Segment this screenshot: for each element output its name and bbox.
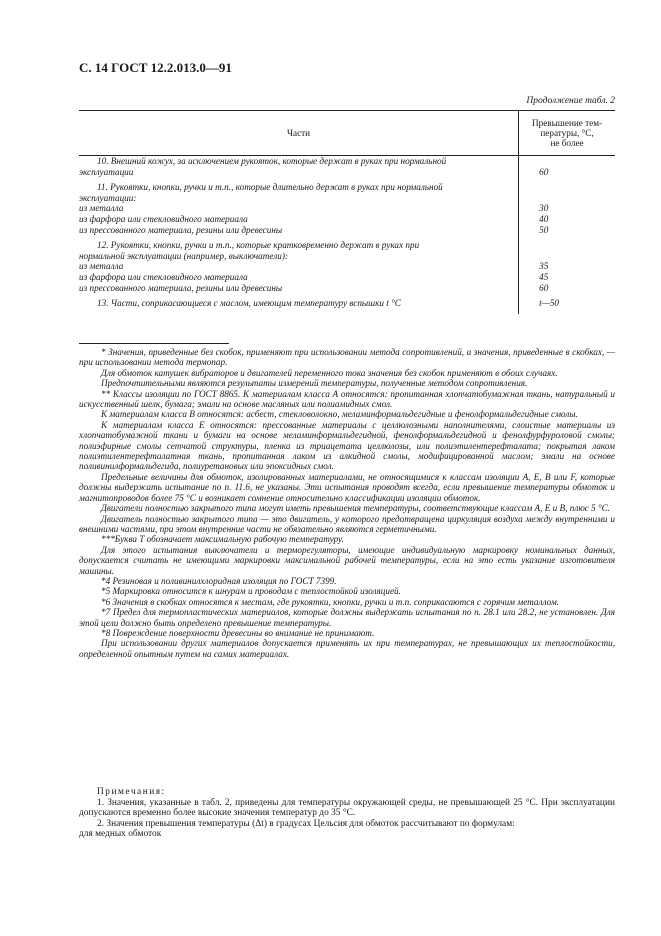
row-value <box>519 182 615 193</box>
footnote: При использовании других материалов допускается применять их при температурах, не превышающих их теплостойкости, определенной опытным путем на самих материалах. <box>79 638 615 659</box>
remark-item: 2. Значения превышения температуры (Δt) в градусах Цельсия для обмоток рассчитывают по формулам: <box>97 818 515 829</box>
row-value: 45 <box>519 272 615 283</box>
footnote: Для этого испытания выключатели и терморегуляторы, имеющие индивидуальную маркировку номинальных данных, допускается считать не имеющими маркировки максимальной рабочей температуры, если на это есть указание изготовителя машины. <box>79 544 615 576</box>
row-text: из металла <box>79 203 124 214</box>
footnote: *6 Значения в скобках относятся к местам, где рукоятки, кнопки, ручки и т.п. соприкасаются с горячим металлом. <box>101 596 560 607</box>
footnote-divider <box>79 343 229 344</box>
row-text: 11. Рукоятки, кнопки, ручки и т.п., которые длительно держат в руках при нормальной <box>97 182 443 193</box>
footnote: *5 Маркировка относится к шнурам и проводам с теплостойкой изоляцией. <box>101 586 401 597</box>
row-text: из фарфора или стекловидного материала <box>79 213 248 224</box>
column-header-value-line: пературы, °С, <box>540 128 594 138</box>
footnote: *8 Повреждение поверхности древесины во внимание не принимают. <box>101 627 375 638</box>
remarks-heading: Примечания: <box>97 787 166 797</box>
column-header-value-line: Превышение тем- <box>531 118 603 128</box>
table-row <box>79 251 615 262</box>
footnote: Предпочтительными являются результаты измерений температуры, полученные методом сопротивления. <box>101 378 528 389</box>
row-text: 13. Части, соприкасающиеся с маслом, имеющим температуру вспышки t °C <box>97 298 401 309</box>
row-value: t—50 <box>519 298 615 309</box>
footnote: Для обмоток катушек вибраторов и двигателей переменного тока значения без скобок применяют в обоих случаях. <box>101 367 558 378</box>
row-value: 40 <box>519 214 615 225</box>
column-header-parts: Части <box>79 111 519 156</box>
table-row <box>79 261 615 272</box>
temperature-table <box>79 110 615 314</box>
remark-item: 1. Значения, указанные в табл. 2, приведены для температуры окружающей среды, не превышающей 25 °С. При эксплуатации допускаются временно более высокие значения температур до 35 °С. <box>79 797 615 819</box>
row-value <box>519 156 615 167</box>
table-row <box>79 193 615 204</box>
remarks-section <box>79 787 615 840</box>
footnote: К материалам класса В относятся: асбест, стекловолокно, меламинформальдегидные и фенолформальдегидные смолы. <box>101 409 578 420</box>
table-row <box>79 182 615 193</box>
table-row <box>79 298 615 309</box>
row-value: 30 <box>519 203 615 214</box>
row-text: из фарфора или стекловидного материала <box>79 271 248 282</box>
row-text: из прессованного материала, резины или древесины <box>79 224 283 235</box>
row-value <box>519 193 615 204</box>
column-header-value <box>519 111 615 156</box>
footnote: *7 Предел для термопластических материалов, которые должны выдержать испытания по п. 28.1 или 28.2, не установлен. Для этой цели должно быть определено превышение температуры. <box>79 607 615 628</box>
footnote: ** Классы изоляции по ГОСТ 8865. К материалам класса А относятся: пропитанная хлопчатобумажная ткань, натуральный и искусственный шелк, бумага; эмали на основе масляных или полиамидных смол. <box>79 388 615 410</box>
remark-item: для медных обмоток <box>79 829 162 840</box>
row-text: нормальной эксплуатации (например, выключатели): <box>79 250 288 261</box>
table-row <box>79 283 615 294</box>
table-row <box>79 167 615 178</box>
table-row <box>79 225 615 236</box>
footnote: * Значения, приведенные без скобок, применяют при использовании метода сопротивлений, а значения, приведенные в скобках, — при использовании метода термопар. <box>79 347 615 368</box>
footnotes <box>79 343 615 659</box>
row-value: 35 <box>519 261 615 272</box>
table-row <box>79 272 615 283</box>
column-header-value-line: не более <box>550 138 584 148</box>
footnote: К материалам класса Е относятся: прессованные материалы с целлюлозными наполнителями, слоистые материалы из хлопчатобумажной ткани и бумаги на основе меламинформальдегидной, фенолформальдегидной и фенолфурфуроловой смолы; полиэфирные смолы сетчатой структуры, пленка из триацетата целлюлозы, или полиэтилентерефталата; покрытая лаком полиэтилентерефталатная ткань, пропитанная лаком из алкидной смолы, модифицированной маслом; эмали на основе поливинилформальдегида, полиуретановых или эпоксидных смол. <box>79 419 615 472</box>
footnote: *4 Резиновая и поливинилхлоридная изоляция по ГОСТ 7399. <box>101 575 337 586</box>
row-text: из металла <box>79 261 124 272</box>
row-text: из прессованного материала, резины или древесины <box>79 282 283 293</box>
footnote: ***Буква Т обозначает максимальную рабочую температуру. <box>101 534 344 545</box>
footnote: Предельные величины для обмоток, изолированных материалами, не относящимися к классам изоляции А, Е, В или F, которые должны выдержать испытание по п. 11.6, не указаны. Эти испытания проводят всегда, если превышение температуры обмоток и магнитопроводов более 75 °C и возникает сомнение относительно классификации изоляции обмоток. <box>79 471 615 503</box>
footnote: Двигатели полностью закрытого типа могут иметь превышения температуры, соответствующие классам А, Е и В, плюс 5 °С. <box>101 503 611 514</box>
row-text: эксплуатации <box>79 166 134 177</box>
row-value <box>519 240 615 251</box>
table-row <box>79 214 615 225</box>
row-value: 60 <box>519 167 615 178</box>
row-text: 12. Рукоятки, кнопки, ручки и т.п., которые кратковременно держат в руках при <box>97 240 420 251</box>
table-continuation-label: Продолжение табл. 2 <box>526 96 615 106</box>
table-row <box>79 240 615 251</box>
row-value: 50 <box>519 225 615 236</box>
row-value: 60 <box>519 283 615 294</box>
row-text: 10. Внешний кожух, за исключением рукояток, которые держат в руках при нормальной <box>79 156 519 167</box>
page-header: С. 14 ГОСТ 12.2.013.0—91 <box>79 60 232 75</box>
row-text: эксплуатации: <box>79 192 137 203</box>
row-value <box>519 251 615 262</box>
table-row <box>79 156 615 167</box>
table-row <box>79 203 615 214</box>
footnote: Двигатель полностью закрытого типа — это двигатель, у которого предотвращена циркуляция воздуха между внутренними и внешними частями, при этом внутренние части не обязательно являются герметичными. <box>79 513 615 534</box>
